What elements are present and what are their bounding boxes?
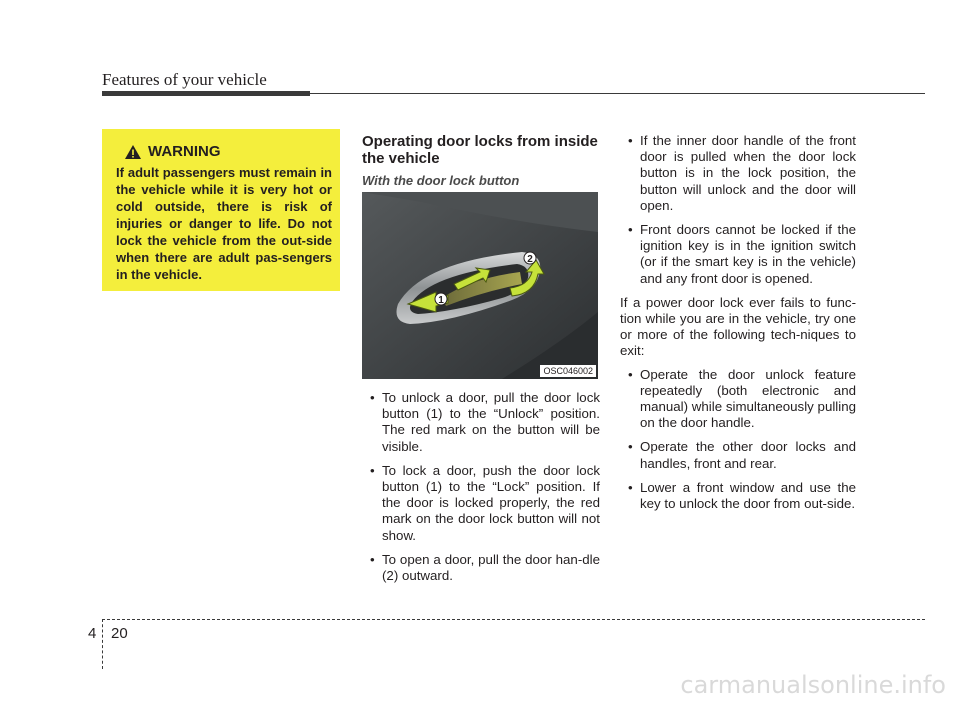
list-item: • To open a door, pull the door han-dle (2) outward. [362, 552, 600, 584]
warning-box [102, 129, 340, 291]
watermark: carmanualsonline.info [680, 671, 946, 699]
right-text-column [620, 133, 856, 520]
warning-triangle-icon [124, 144, 142, 160]
chapter-number: 4 [88, 625, 97, 642]
figure-label-2: 2 [527, 254, 533, 265]
failure-paragraph: If a power door lock ever fails to func-tion while you are in the vehicle, try one or more of the following tech-niques to exit: [620, 294, 856, 359]
figure-caption: OSC046002 [540, 365, 596, 377]
figure-label-1: 1 [438, 295, 444, 306]
door-handle-figure [362, 192, 598, 379]
footer-vertical-rule [102, 619, 103, 669]
section-subhead: With the door lock button [362, 173, 520, 188]
header-rule-thin [310, 93, 925, 94]
list-item: • If the inner door handle of the front door is pulled when the door lock button is in the lock position, the button will unlock and the door will open. [620, 133, 856, 214]
warning-header [124, 143, 332, 160]
list-item: • Operate the other door locks and handles, front and rear. [620, 439, 856, 471]
page-number: 20 [111, 625, 128, 642]
door-handle-illustration [362, 192, 598, 379]
warning-title: WARNING [148, 143, 221, 160]
list-item: • To unlock a door, pull the door lock button (1) to the “Unlock” position. The red mark on the button will be visible. [362, 390, 600, 455]
left-text-column [362, 390, 600, 592]
section-title: Operating door locks from inside the vehicle [362, 133, 598, 167]
footer-rule [102, 619, 925, 620]
running-header: Features of your vehicle [102, 70, 267, 89]
list-item: • Operate the door unlock feature repeatedly (both electronic and manual) while simultaneously pulling on the door handle. [620, 367, 856, 432]
header-rule-thick [102, 91, 310, 96]
list-item: • To lock a door, push the door lock button (1) to the “Lock” position. If the door is locked properly, the red mark on the door lock button will not show. [362, 463, 600, 544]
warning-text: If adult passengers must remain in the vehicle while it is very hot or cold outside, there is risk of injuries or danger to life. Do not lock the vehicle from the out-side when there are adult pas-sengers in the vehicle. [116, 165, 332, 282]
front-door-bullet-list [620, 133, 856, 287]
list-item: • Lower a front window and use the key to unlock the door from out-side. [620, 480, 856, 512]
door-lock-bullet-list [362, 390, 600, 584]
exit-techniques-list [620, 367, 856, 513]
list-item: • Front doors cannot be locked if the ignition key is in the ignition switch (or if the smart key is in the vehicle) and any front door is opened. [620, 222, 856, 287]
